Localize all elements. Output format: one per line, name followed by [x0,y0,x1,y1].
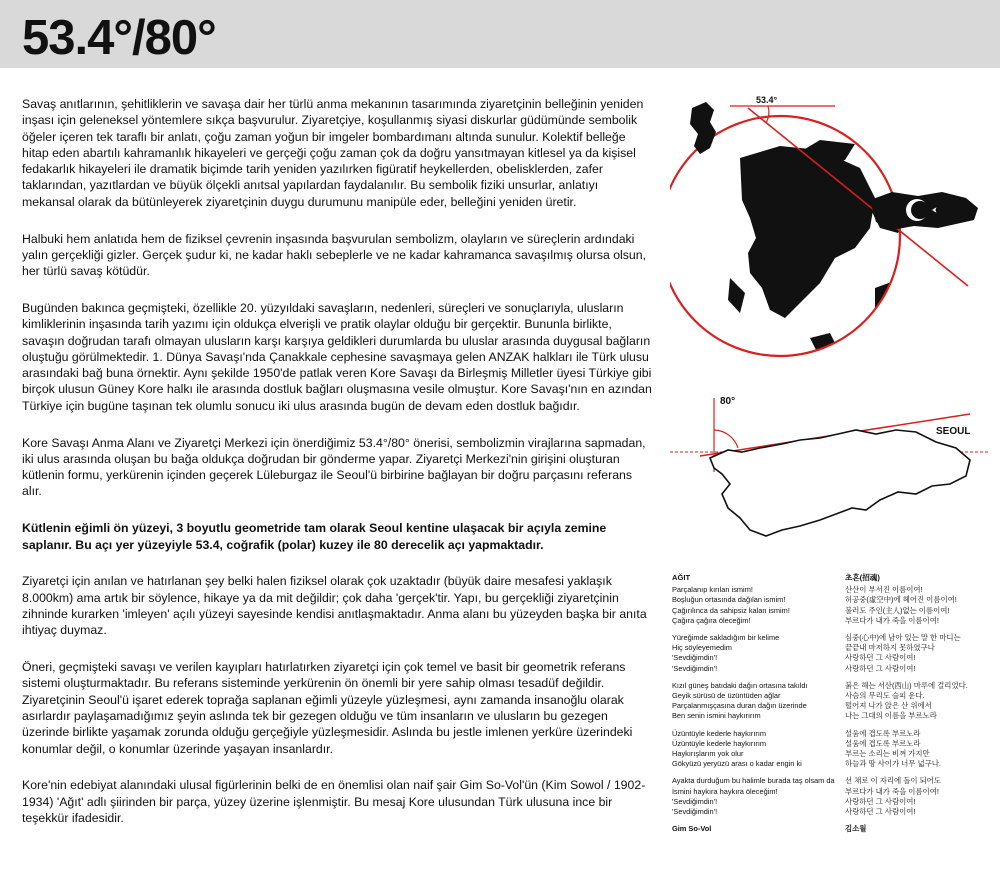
poem-line: 설움에 겹도록 부르노라 [845,738,921,748]
paragraph: Öneri, geçmişteki savaşı ve verilen kayıpları hatırlatırken ziyaretçi için çok temel ve basit bir geometrik referans sistemi oluşturmaktadır. Bu referans sisteminde yerkürenin ön önemli bir yere sahip olması tesadüf değildir. Ziyaretçinin Seoul'ü işaret ederek toprağa saplanan eğimli yüzeyle yüzleşmesi, aynı zamanda insanoğlu olarak asırlardır paylaşamadığımız şeyin aslında tek bir gezegen olduğu ve tüm insanların ve ulusların bu gezegen üzerinde birlikte yaşamak zorunda olduğu gerçeğiyle yüzleşmesidir. Aslında bu jestle imlenen yerküre üzerindeki konumlar değil, o konumlar üzerinde yaşayan insanlardır. [22,660,633,756]
poem-line: Gökyüzü yeryüzü arası o kadar engin ki [672,759,802,769]
poem-stanza [672,729,842,770]
poem-line: 'Sevdiğimdin'! [672,653,718,663]
poem-line: 부르는 소리는 비껴 가지만 [845,749,930,759]
poem-stanza [672,585,842,626]
poem-line: 허공중(虛空中)에 헤어진 이름이여! [845,595,957,605]
poem-line: Üzüntüyle kederle haykırırım [672,738,767,748]
poem-line: Boşluğun ortasında dağılan ismim! [672,595,786,605]
poem-line: Üzüntüyle kederle haykırırım [672,728,767,738]
turkey-map-diagram [670,390,990,550]
poem-line: 부르다가 내가 죽을 이름이여! [845,615,939,625]
turkey-outline [710,430,970,536]
poem-stanza [845,776,995,817]
poem-line: 불러도 주인(主人)없는 이름이여! [845,605,950,615]
poem-line: 사슴의 무리도 슬피 운다. [845,691,925,701]
poem-turkish [672,573,842,834]
poem-line: Parçalanmışçasına duran dağın üzerinde [672,701,807,711]
poem-line: 붉은 해는 서산(西山) 마루에 걸리었다. [845,680,968,690]
poem-line: 부르다가 내가 죽을 이름이여! [845,786,939,796]
angle-arc [766,106,769,123]
poem-line: 산산이 부서진 이름이여! [845,585,923,595]
globe-diagram [670,88,990,368]
paragraph: Kore Savaşı Anma Alanı ve Ziyaretçi Merkezi için önerdiğimiz 53.4°/80° önerisi, sembolizmin virajlarına sapmadan, iki ulus arasında oluşan bu bağa oldukça doğrudan bir gönderme yapar. Ziyaretçi Merkezi'nin girişini oluşturan kütlenin formu, yerkürenin içinden geçerek Lüleburgaz ile Seoul'ü birbirine bağlayan bir doğru parçasını referans alır. [22,435,646,499]
poem-line: Ayakta durduğum bu halimle burada taş olsam da [672,776,835,786]
poem-line: Kızıl güneş batıdaki dağın ortasına takıldı [672,680,808,690]
poem-line: Hiç söyleyemedim [672,643,732,653]
paragraph-bold: Kütlenin eğimli ön yüzeyi, 3 boyutlu geometride tam olarak Seoul kentine ulaşacak bir açıyla zemine saplanır. Bu açı yer yüzeyiyle 53.4, coğrafik (polar) kuzey ile 80 derecelik açı yapmaktadır. [22,521,607,552]
poem-line: Çağırılınca da sahipsiz kalan ismim! [672,605,790,615]
paragraph: Savaş anıtlarının, şehitliklerin ve savaşa dair her türlü anma mekanının tasarımında ziyaretçinin belleğinin yeniden inşası için geleneksel yöntemlere sıkça başvurulur. Ziyaretçiye, koşullanmış siyasi diskurlar güdümünde sembolik öğeler içeren tek taraflı bir anlatı, çoğu zaman yoğun bir imgeler bombardımanı altında sunulur. Kolektif belleğe hitap eden abartılı kahramanlık hikayeleri ve gerçeği çoğu zaman çok da doğru yansıtmayan kitlesel ya da kişisel fedakarlık hikayeleri ile dramatik biçimde tarih yeniden yazılırken figüratif heykellerden, obelisklerden, zafer taklarından, yazıtlardan ve büyük ölçekli anıtsal yapılardan faydalanılır. Bu sembolik fiziki unsurlar, anlatıyı mekansal olarak da bütünleyerek ziyaretçinin duygu durumunu manipüle eder, belleğini yeniden üretir. [22,97,644,209]
poem-line: Yüreğimde sakladığım bir kelime [672,633,780,643]
poem-line: 떨어져 나가 앉은 산 위에서 [845,701,932,711]
korea-silhouette [690,102,716,154]
poem-line: İsmini haykıra haykıra öleceğim! [672,786,778,796]
header-bar [0,0,1000,68]
poem-line: 끝끝내 마저하지 못하였구나 [845,643,935,653]
poem-korean [845,573,995,834]
paragraph: Bugünden bakınca geçmişteki, özellikle 20. yüzyıldaki savaşların, nedenleri, süreçleri ve sonuçlarıyla, ulusların kimliklerinin inşasında tarih yazımı için oldukça elverişli ve pratik olaylar olduğu bir gerçektir. Bununla birlikte, savaşın doğrudan tarafı olmayan ulusların karşı karşıya geldikleri durumlarda bu uluslar arasında duygusal bağların oluştuğu görülmektedir. 1. Dünya Savaşı'nda Çanakkale cephesine savaşmaya gelen ANZAK halkları ile Türk ulusu arasındaki bağ buna örnektir. Aynı şekilde 1950'de patlak veren Kore Savaşı da Birleşmiş Milletler üyesi Türkiye gibi birçok ulusun Güney Kore halkı ile arasında dostluk bağları oluşmasına vesile olmuştur. Kore Savaşı'nın en azından Türkiye için bugüne taşınan tek olumlu sonucu iki ulus arasında bugün de devam eden dostluk bağıdır. [22,300,652,413]
globe-angle-label: 53.4° [756,95,778,105]
poem-author: 김소월 [845,824,867,834]
poem-line: 나는 그대의 이름을 부르노라 [845,711,937,721]
poem-stanza [845,729,995,770]
page-title: 53.4°/80° [22,11,216,65]
poem-line: 'Sevdiğimdin'! [672,796,718,806]
poem-stanza [672,681,842,722]
poem-line: Geyik sürüsü de üzüntüden ağlar [672,691,781,701]
poem-author: Gim So-Vol [672,824,712,834]
turkey-flag-silhouette [870,192,978,230]
poem-stanza [845,585,995,626]
poem-line: 사랑하던 그 사람이여! [845,807,916,817]
poem-line: Çağıra çağıra öleceğim! [672,615,751,625]
poem-line: Parçalanıp kırılan ismim! [672,585,753,595]
map-angle-label: 80° [720,396,736,407]
paragraph: Ziyaretçi için anılan ve hatırlanan şey belki halen fiziksel olarak çok uzaktadır (büyük daire mesafesi yaklaşık 8.000km) ama artık bir söylence, hikaye ya da mit değildir; çok daha 'gerçek'tir. Yapı, bu gerçekliği ziyaretçinin zihninde kurarken 'imleyen' açılı yüzeyi sayesinde kendisi anıtlaşmaktadır. Anma alanı bu yüzeyden başka bir anıta ihtiyaç duymaz. [22,574,647,638]
essay-text [22,96,652,847]
poem-stanza [672,776,842,817]
poem-line: Haykırışlarım yok olur [672,749,744,759]
angle-arc [714,430,738,448]
poem-stanza [845,633,995,674]
poem-line: Ben senin ismini haykırırım [672,711,761,721]
poem-title: AĞIT [672,573,691,582]
paragraph: Kore'nin edebiyat alanındaki ulusal figürlerinin belki de en önemlisi olan naif şair Gim So-Vol'ün (Kim Sowol / 1902-1934) 'Ağıt' adlı şiirinden bir parça, yüzey üzerine işlenmiştir. Bu mesaj Kore ulusundan Türk ulusuna ince bir teşekkür ifadesidir. [22,778,646,825]
poem-line: 'Sevdiğimdin'! [672,807,718,817]
seoul-label: SEOUL [936,426,971,437]
poem-line: 하늘과 땅 사이가 너무 넓구나. [845,759,941,769]
poem-line: 사랑하던 그 사람이여! [845,796,916,806]
poem-line: 선 채로 이 자리에 돌이 되어도 [845,776,941,786]
poem-stanza [845,681,995,722]
poem-stanza [672,633,842,674]
poem-line: 'Sevdiğimdin'! [672,663,718,673]
poem-line: 사랑하던 그 사람이여! [845,653,916,663]
paragraph: Halbuki hem anlatıda hem de fiziksel çevrenin inşasında başvurulan sembolizm, olayların ve süreçlerin ardındaki yalın gerçekliği gizler. Gerçek şudur ki, ne kadar haklı sebeplerle ve ne kadar kahramanca savaşılmış olursa olsun, her türlü savaş kötüdür. [22,231,647,279]
poem-title: 초혼(招魂) [845,573,880,582]
poem-line: 사랑하던 그 사람이여! [845,663,916,673]
poem-line: 설움에 겹도록 부르노라 [845,728,921,738]
poem-line: 심중(心中)에 남아 있는 말 한 마디는 [845,633,961,643]
